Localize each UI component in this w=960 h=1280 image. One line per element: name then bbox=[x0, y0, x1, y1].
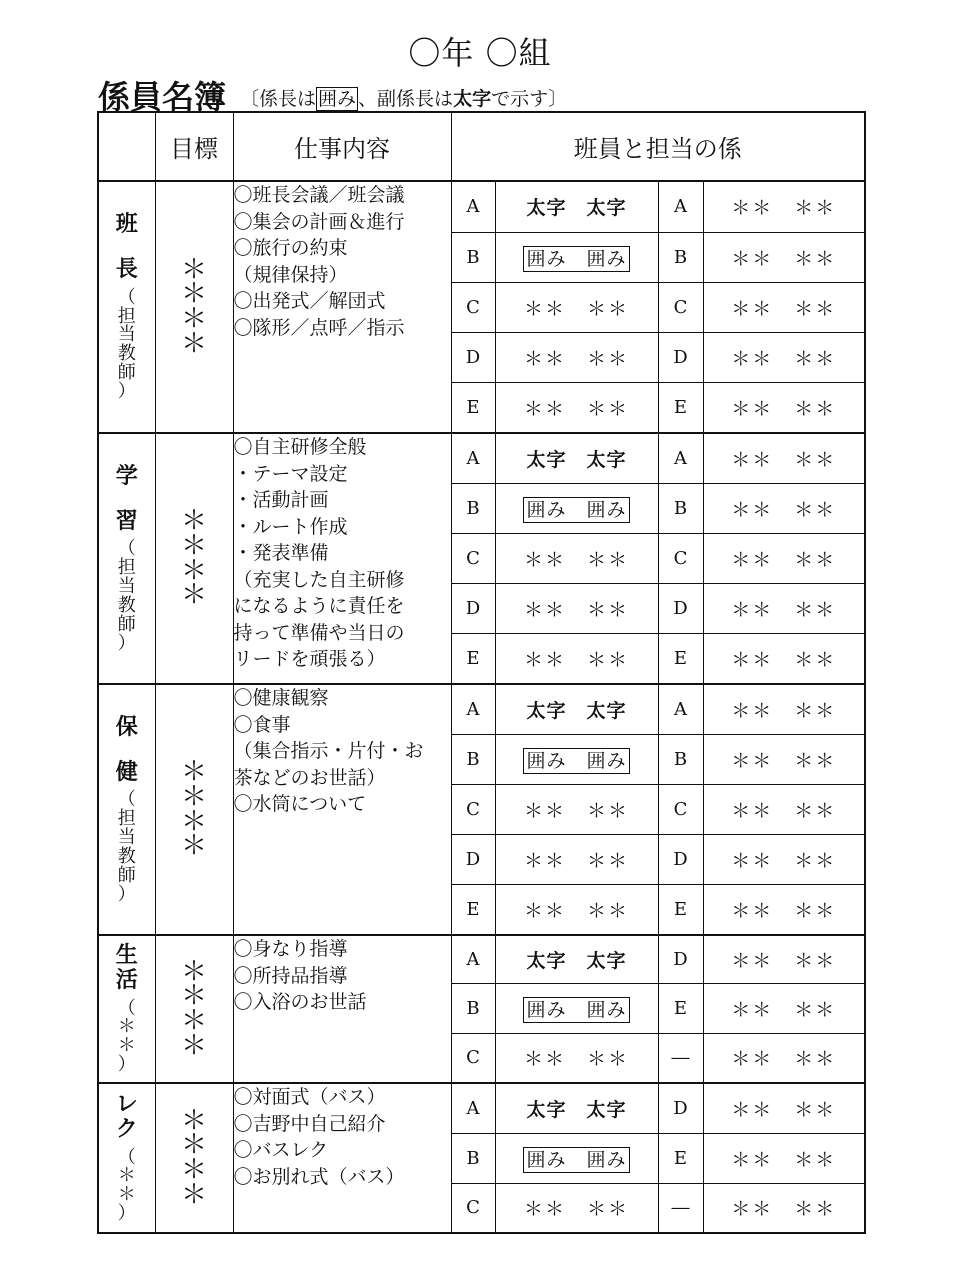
section-teacher-char: 師 bbox=[117, 362, 136, 384]
duty-line: 〇集会の計画＆進行 bbox=[233, 210, 405, 233]
vice-leader-name: 太字 太字 bbox=[495, 935, 658, 983]
duty-line: 〇自主研修全般 bbox=[233, 436, 367, 458]
group-letter: ― bbox=[658, 1033, 703, 1083]
duty-line: 持って準備や当日の bbox=[233, 621, 405, 644]
group-letter: B bbox=[451, 1133, 495, 1183]
leader-name bbox=[495, 232, 658, 282]
legend-boxed-sample: 囲み bbox=[318, 88, 357, 110]
section-teacher bbox=[99, 540, 155, 653]
group-letter: D bbox=[658, 935, 703, 983]
member-name: ＊＊ ＊＊ bbox=[703, 983, 865, 1033]
goal-mark: ＊ bbox=[180, 1030, 207, 1061]
section-teacher-char: 当 bbox=[117, 826, 136, 848]
duty-line: になるように責任を bbox=[233, 595, 405, 617]
group-letter: A bbox=[451, 1083, 495, 1133]
duty-line: ・活動計画 bbox=[233, 489, 329, 511]
section-teacher bbox=[99, 791, 155, 904]
group-letter: E bbox=[658, 884, 703, 935]
member-name: ＊＊ ＊＊ bbox=[703, 884, 865, 935]
member-name: ＊＊ ＊＊ bbox=[495, 633, 658, 684]
group-letter: E bbox=[658, 983, 703, 1033]
member-name: ＊＊ ＊＊ bbox=[703, 684, 865, 734]
member-name: ＊＊ ＊＊ bbox=[495, 382, 658, 433]
duty-line: 〇旅行の約束 bbox=[233, 237, 348, 259]
member-name: ＊＊ ＊＊ bbox=[495, 834, 658, 884]
vice-leader-name: 太字 太字 bbox=[495, 433, 658, 483]
section-name bbox=[99, 1092, 155, 1143]
table-row bbox=[98, 684, 865, 734]
section-teacher-char: （ bbox=[117, 997, 136, 1019]
section-teacher-char: ＊ bbox=[117, 1016, 136, 1038]
duty-line: 〇バスレク bbox=[233, 1139, 329, 1161]
leader-name-box: 囲み 囲み bbox=[523, 997, 629, 1023]
section-teacher-char: 師 bbox=[117, 864, 136, 886]
duty-line: 茶などのお世話） bbox=[233, 766, 386, 789]
section-teacher bbox=[99, 286, 155, 403]
section-name-char: ク bbox=[115, 1117, 138, 1143]
goal-mark: ＊ bbox=[180, 506, 207, 537]
section-teacher-char: 担 bbox=[117, 305, 136, 327]
section-goal bbox=[155, 935, 233, 1083]
leader-name-box: 囲み 囲み bbox=[523, 497, 629, 523]
section-teacher-char: ） bbox=[117, 632, 136, 654]
duty-line: 〇所持品指導 bbox=[233, 964, 348, 987]
group-letter: C bbox=[451, 533, 495, 583]
table-row bbox=[98, 1083, 865, 1133]
section-teacher-char: 当 bbox=[117, 324, 136, 346]
section-teacher-char: （ bbox=[117, 789, 136, 811]
group-letter: E bbox=[451, 884, 495, 935]
member-name: ＊＊ ＊＊ bbox=[703, 232, 865, 282]
member-name: ＊＊ ＊＊ bbox=[703, 935, 865, 983]
section-name-char: 活 bbox=[115, 968, 138, 994]
group-letter: B bbox=[451, 734, 495, 784]
group-letter: D bbox=[658, 332, 703, 382]
section-duties bbox=[233, 181, 451, 433]
page-title: 係員名簿 bbox=[98, 78, 227, 116]
member-name: ＊＊ ＊＊ bbox=[495, 784, 658, 834]
group-letter: A bbox=[658, 181, 703, 232]
group-letter: D bbox=[658, 583, 703, 633]
section-name-char: 生 bbox=[115, 942, 138, 968]
member-name: ＊＊ ＊＊ bbox=[703, 784, 865, 834]
goal-mark: ＊ bbox=[180, 981, 207, 1012]
duty-line: 〇隊形／点呼／指示 bbox=[233, 316, 405, 339]
group-letter: C bbox=[658, 784, 703, 834]
section-name-char: 健 bbox=[115, 759, 138, 785]
duty-line: （集合指示・片付・お bbox=[233, 740, 424, 762]
header-duties: 仕事内容 bbox=[233, 112, 451, 181]
group-letter: C bbox=[451, 282, 495, 332]
header-members: 班員と担当の係 bbox=[451, 112, 865, 181]
group-letter: E bbox=[658, 1133, 703, 1183]
duty-line: 〇健康観察 bbox=[233, 687, 329, 709]
leader-name-box: 囲み 囲み bbox=[523, 1147, 629, 1173]
member-name: ＊＊ ＊＊ bbox=[703, 583, 865, 633]
section-goal bbox=[155, 181, 233, 433]
section-teacher-char: ） bbox=[117, 883, 136, 905]
legend-bold-sample: 太字 bbox=[453, 88, 492, 110]
section-name-cell bbox=[98, 1083, 155, 1233]
header-category bbox=[98, 112, 155, 181]
member-name: ＊＊ ＊＊ bbox=[703, 1133, 865, 1183]
section-teacher-char: 担 bbox=[117, 557, 136, 579]
duty-line: 〇水筒について bbox=[233, 793, 367, 815]
vice-leader-name: 太字 太字 bbox=[495, 1083, 658, 1133]
legend-note bbox=[240, 88, 567, 110]
legend-close: で示す〕 bbox=[491, 88, 568, 110]
section-name-cell bbox=[98, 433, 155, 684]
member-name: ＊＊ ＊＊ bbox=[703, 332, 865, 382]
section-name-cell bbox=[98, 935, 155, 1083]
member-name: ＊＊ ＊＊ bbox=[703, 1083, 865, 1133]
duty-line: 〇班長会議／班会議 bbox=[233, 184, 405, 206]
goal-mark: ＊ bbox=[180, 1105, 207, 1136]
group-letter: E bbox=[658, 382, 703, 433]
group-letter: A bbox=[658, 684, 703, 734]
section-teacher-char: ） bbox=[117, 1054, 136, 1076]
group-letter: D bbox=[451, 583, 495, 633]
section-teacher-char: （ bbox=[117, 538, 136, 560]
member-name: ＊＊ ＊＊ bbox=[703, 1033, 865, 1083]
group-letter: C bbox=[658, 533, 703, 583]
header-goal: 目標 bbox=[155, 112, 233, 181]
section-goal bbox=[155, 433, 233, 684]
group-letter: B bbox=[451, 983, 495, 1033]
goal-mark: ＊ bbox=[180, 530, 207, 561]
section-teacher-char: 師 bbox=[117, 613, 136, 635]
leader-name bbox=[495, 1133, 658, 1183]
member-name: ＊＊ ＊＊ bbox=[495, 533, 658, 583]
leader-name bbox=[495, 983, 658, 1033]
duty-line: 〇入浴のお世話 bbox=[233, 991, 367, 1013]
goal-mark: ＊ bbox=[180, 831, 207, 862]
section-teacher-char: ＊ bbox=[117, 1184, 136, 1206]
group-letter: D bbox=[451, 332, 495, 382]
section-teacher-char: 担 bbox=[117, 808, 136, 830]
group-letter: C bbox=[658, 282, 703, 332]
section-duties bbox=[233, 1083, 451, 1233]
member-name: ＊＊ ＊＊ bbox=[495, 332, 658, 382]
goal-mark: ＊ bbox=[180, 304, 207, 334]
leader-name-box: 囲み 囲み bbox=[523, 246, 629, 272]
group-letter: B bbox=[451, 232, 495, 282]
member-name: ＊＊ ＊＊ bbox=[495, 884, 658, 935]
member-name: ＊＊ ＊＊ bbox=[703, 382, 865, 433]
section-name bbox=[99, 715, 155, 786]
section-goal bbox=[155, 684, 233, 935]
member-name: ＊＊ ＊＊ bbox=[703, 483, 865, 533]
section-duties bbox=[233, 935, 451, 1083]
goal-mark: ＊ bbox=[180, 555, 207, 586]
goal-mark: ＊ bbox=[180, 580, 207, 611]
section-goal bbox=[155, 1083, 233, 1233]
group-letter: D bbox=[451, 834, 495, 884]
group-letter: A bbox=[451, 684, 495, 734]
section-teacher-char: 当 bbox=[117, 575, 136, 597]
member-name: ＊＊ ＊＊ bbox=[495, 1033, 658, 1083]
section-name-char: レ bbox=[115, 1091, 138, 1117]
goal-mark: ＊ bbox=[180, 328, 207, 359]
duty-line: 〇お別れ式（バス） bbox=[233, 1165, 405, 1188]
table-row bbox=[98, 181, 865, 232]
leader-name-box: 囲み 囲み bbox=[523, 748, 629, 774]
group-letter: B bbox=[658, 483, 703, 533]
section-name-char: 習 bbox=[115, 508, 138, 534]
member-name: ＊＊ ＊＊ bbox=[495, 1183, 658, 1233]
group-letter: A bbox=[451, 181, 495, 232]
group-letter: D bbox=[658, 1083, 703, 1133]
goal-mark: ＊ bbox=[180, 1155, 207, 1185]
member-name: ＊＊ ＊＊ bbox=[703, 181, 865, 232]
group-letter: A bbox=[451, 935, 495, 983]
duty-line: 〇吉野中自己紹介 bbox=[233, 1112, 386, 1135]
group-letter: E bbox=[451, 633, 495, 684]
group-letter: B bbox=[658, 734, 703, 784]
duty-line: 〇対面式（バス） bbox=[233, 1086, 386, 1108]
duty-line: 〇身なり指導 bbox=[233, 938, 348, 960]
section-teacher-char: ） bbox=[117, 381, 136, 403]
duty-line: （規律保持） bbox=[233, 263, 348, 286]
duty-line: 〇出発式／解団式 bbox=[233, 290, 386, 312]
group-letter: A bbox=[451, 433, 495, 483]
vice-leader-name: 太字 太字 bbox=[495, 684, 658, 734]
goal-mark: ＊ bbox=[180, 806, 207, 837]
table-row bbox=[98, 935, 865, 983]
duty-line: ・テーマ設定 bbox=[233, 462, 348, 485]
member-name: ＊＊ ＊＊ bbox=[703, 533, 865, 583]
group-letter: B bbox=[451, 483, 495, 533]
vice-leader-name: 太字 太字 bbox=[495, 181, 658, 232]
group-letter: D bbox=[658, 834, 703, 884]
member-name: ＊＊ ＊＊ bbox=[703, 433, 865, 483]
leader-name bbox=[495, 483, 658, 533]
duty-line: ・発表準備 bbox=[233, 542, 329, 564]
goal-mark: ＊ bbox=[180, 781, 207, 812]
section-name-char: 長 bbox=[115, 257, 138, 283]
section-duties bbox=[233, 684, 451, 935]
duty-line: リードを頑張る） bbox=[233, 648, 386, 670]
goal-mark: ＊ bbox=[180, 956, 207, 987]
member-name: ＊＊ ＊＊ bbox=[495, 282, 658, 332]
class-title: 〇年 〇組 bbox=[408, 34, 552, 72]
group-letter: C bbox=[451, 1183, 495, 1233]
section-teacher-char: 教 bbox=[117, 343, 136, 365]
section-name-cell bbox=[98, 181, 155, 433]
section-teacher-char: （ bbox=[117, 286, 136, 308]
member-name: ＊＊ ＊＊ bbox=[703, 734, 865, 784]
goal-mark: ＊ bbox=[180, 279, 207, 310]
group-letter: B bbox=[658, 232, 703, 282]
section-teacher-char: ） bbox=[117, 1203, 136, 1225]
section-name-char: 班 bbox=[115, 212, 138, 238]
goal-mark: ＊ bbox=[180, 1130, 207, 1161]
legend-mid: 、副係長は bbox=[358, 88, 454, 110]
section-name bbox=[99, 212, 155, 283]
section-teacher-char: （ bbox=[117, 1146, 136, 1168]
group-letter: E bbox=[451, 382, 495, 433]
duty-line: ・ルート作成 bbox=[233, 515, 348, 538]
member-name: ＊＊ ＊＊ bbox=[703, 633, 865, 684]
legend-open: 〔係長は bbox=[240, 88, 317, 110]
leader-name bbox=[495, 734, 658, 784]
duty-line: （充実した自主研修 bbox=[233, 568, 405, 591]
group-letter: C bbox=[451, 1033, 495, 1083]
table-row bbox=[98, 433, 865, 483]
section-duties bbox=[233, 433, 451, 684]
section-teacher-char: 教 bbox=[117, 845, 136, 867]
section-name bbox=[99, 943, 155, 994]
goal-mark: ＊ bbox=[180, 254, 207, 285]
section-name bbox=[99, 464, 155, 535]
section-name-char: 保 bbox=[115, 714, 138, 740]
goal-mark: ＊ bbox=[180, 757, 207, 788]
group-letter: A bbox=[658, 433, 703, 483]
section-teacher-char: ＊ bbox=[117, 1165, 136, 1187]
group-letter: ― bbox=[658, 1183, 703, 1233]
header-row bbox=[98, 112, 865, 181]
member-name: ＊＊ ＊＊ bbox=[703, 1183, 865, 1233]
section-teacher-char: ＊ bbox=[117, 1035, 136, 1057]
group-letter: E bbox=[658, 633, 703, 684]
goal-mark: ＊ bbox=[180, 1179, 207, 1210]
section-teacher-char: 教 bbox=[117, 594, 136, 616]
duty-line: 〇食事 bbox=[233, 713, 291, 736]
roster-table bbox=[97, 111, 866, 1234]
member-name: ＊＊ ＊＊ bbox=[703, 834, 865, 884]
section-teacher bbox=[99, 997, 155, 1076]
member-name: ＊＊ ＊＊ bbox=[703, 282, 865, 332]
group-letter: C bbox=[451, 784, 495, 834]
section-teacher bbox=[99, 1146, 155, 1225]
section-name-char: 学 bbox=[115, 463, 138, 489]
member-name: ＊＊ ＊＊ bbox=[495, 583, 658, 633]
section-name-cell bbox=[98, 684, 155, 935]
goal-mark: ＊ bbox=[180, 1006, 207, 1036]
